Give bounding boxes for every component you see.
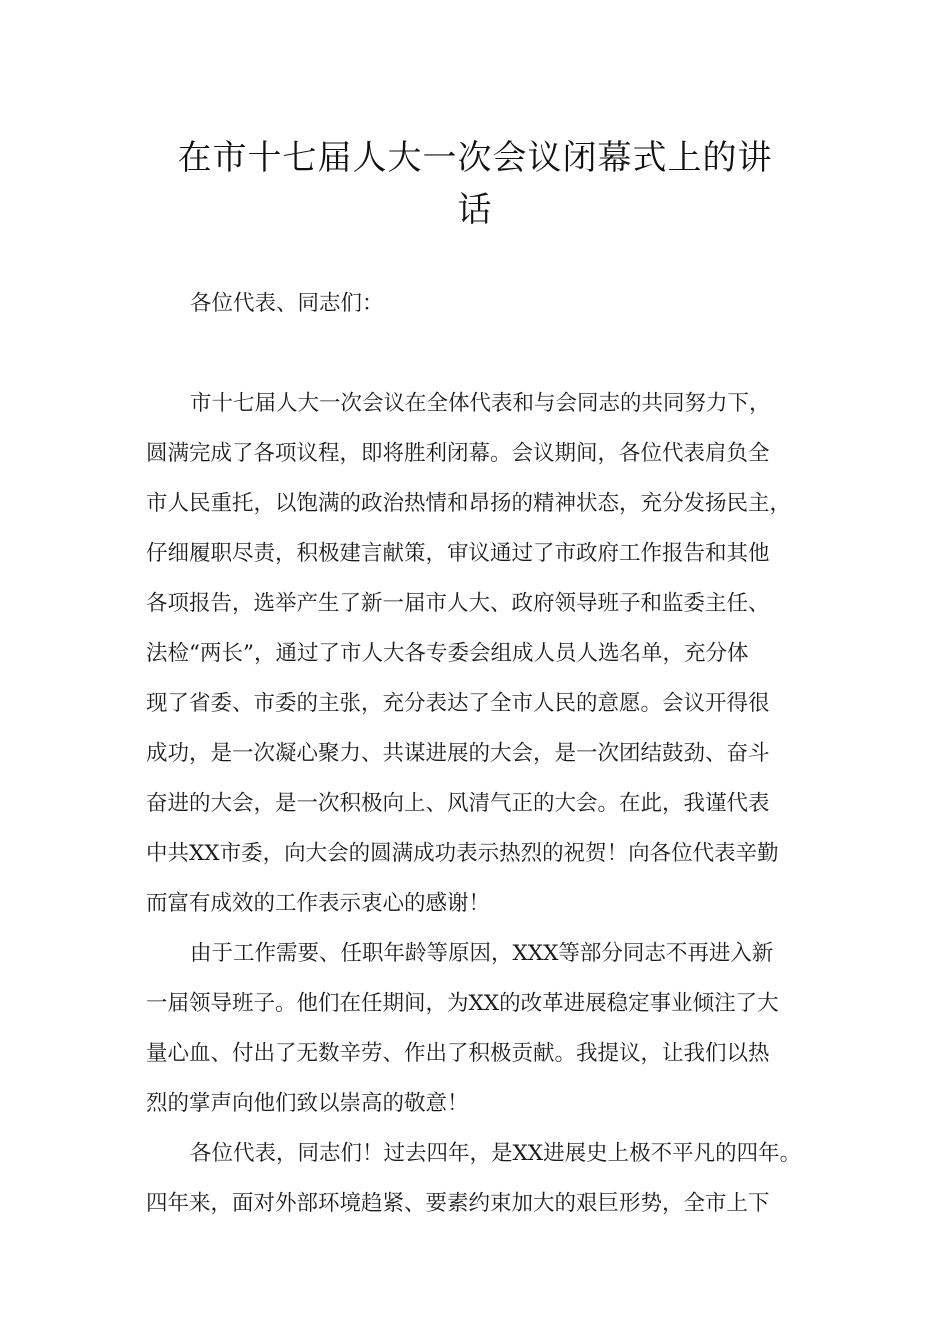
body-line: 市十七届人大一次会议在全体代表和与会同志的共同努力下，	[190, 391, 771, 416]
document-title-line-2: 话	[457, 190, 493, 230]
document-title-line-1: 在市十七届人大一次会议闭幕式上的讲	[177, 138, 773, 178]
body-line: 量心血、付出了无数辛劳、作出了积极贡献。我提议，让我们以热	[146, 1041, 770, 1066]
body-line: 各位代表，同志们！过去四年，是XX进展史上极不平凡的四年。	[190, 1141, 802, 1166]
body-line: 法检“两长”，通过了市人大各专委会组成人员人选名单，充分体	[146, 641, 749, 666]
body-line: 各项报告，选举产生了新一届市人大、政府领导班子和监委主任、	[146, 591, 770, 616]
body-line: 一届领导班子。他们在任期间，为XX的改革进展稳定事业倾注了大	[146, 991, 779, 1016]
salutation: 各位代表、同志们：	[190, 291, 384, 316]
body-line: 烈的掌声向他们致以崇高的敬意！	[146, 1091, 469, 1116]
body-line: 由于工作需要、任职年龄等原因，XXX等部分同志不再进入新	[190, 941, 774, 966]
body-line: 现了省委、市委的主张，充分表达了全市人民的意愿。会议开得很	[146, 691, 770, 716]
body-line: 而富有成效的工作表示衷心的感谢！	[146, 891, 491, 916]
body-line: 奋进的大会，是一次积极向上、风清气正的大会。在此，我谨代表	[146, 791, 770, 816]
body-line: 四年来，面对外部环境趋紧、要素约束加大的艰巨形势，全市上下	[146, 1191, 770, 1216]
body-line: 市人民重托，以饱满的政治热情和昂扬的精神状态，充分发扬民主，	[146, 491, 792, 516]
body-line: 仔细履职尽责，积极建言献策，审议通过了市政府工作报告和其他	[146, 541, 770, 566]
body-line: 成功，是一次凝心聚力、共谋进展的大会，是一次团结鼓劲、奋斗	[146, 741, 770, 766]
body-line: 中共XX市委，向大会的圆满成功表示热烈的祝贺！向各位代表辛勤	[146, 841, 779, 866]
body-line: 圆满完成了各项议程，即将胜利闭幕。会议期间，各位代表肩负全	[146, 441, 770, 466]
